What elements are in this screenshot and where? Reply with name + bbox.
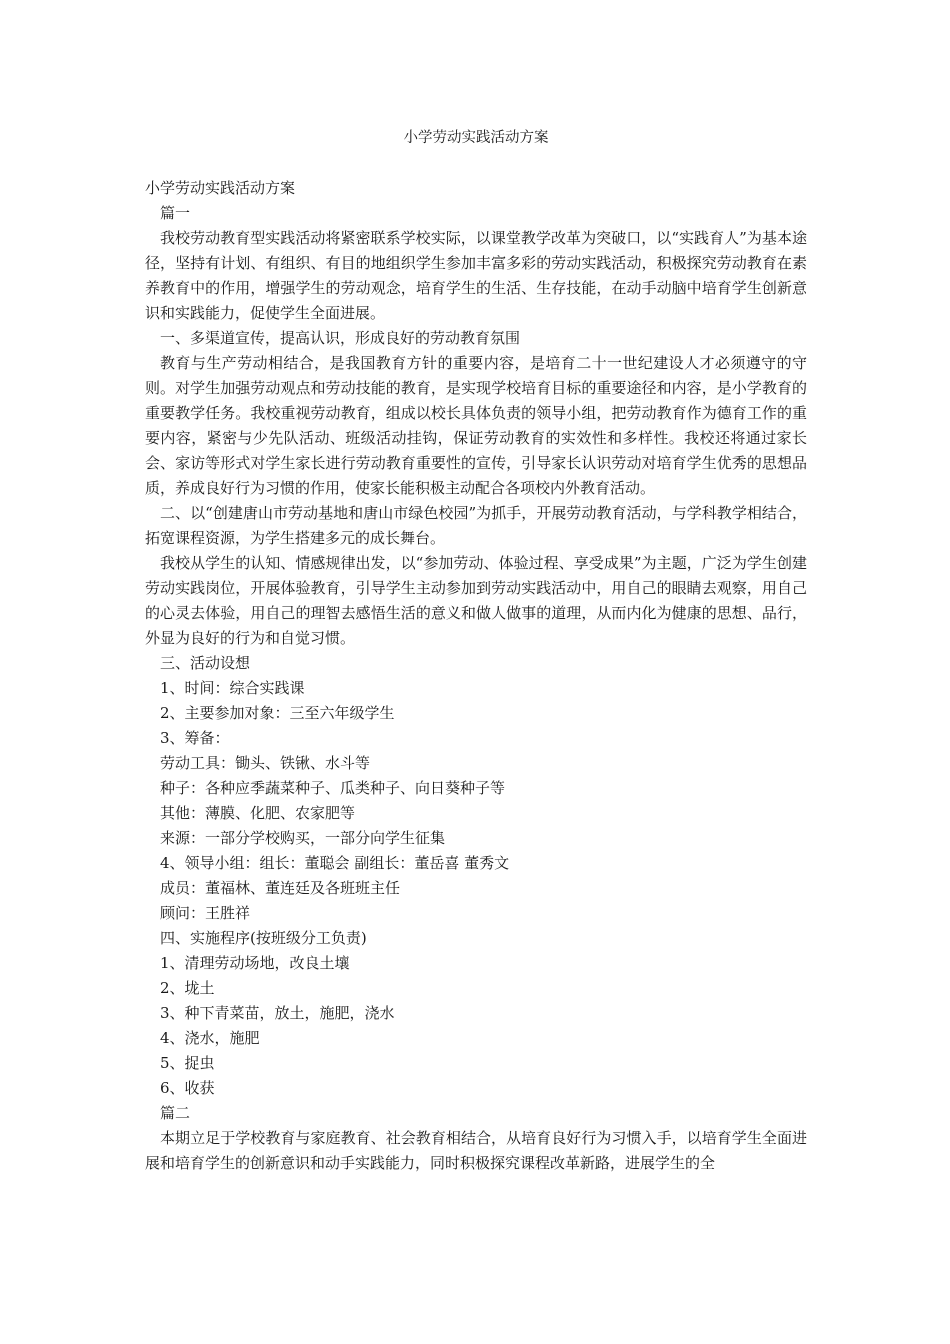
- list-item: 1、时间：综合实践课: [160, 679, 305, 697]
- paragraph: 我校从学生的认知、情感规律出发，以“参加劳动、体验过程、享受成果”为主题，广泛为学生创建劳动实践岗位，开展体验教育，引导学生主动参加到劳动实践活动中，用自己的眼睛去观察，用自己的心灵去体验，用自己的理智去感悟生活的意义和做人做事的道理，从而内化为健康的思想、品行，外显为良好的行为和自觉习惯。: [145, 554, 807, 647]
- list-item: 种子：各种应季蔬菜种子、瓜类种子、向日葵种子等: [160, 779, 506, 797]
- section-heading: 二、以“创建唐山市劳动基地和唐山市绿色校园”为抓手，开展劳动教育活动，与学科教学相结合，拓宽课程资源，为学生搭建多元的成长舞台。: [145, 504, 807, 547]
- paragraph-heading: 小学劳动实践活动方案: [145, 179, 296, 197]
- list-item: 2、垅土: [160, 979, 215, 997]
- section-label-part-one: 篇一: [160, 204, 191, 222]
- section-label-part-two: 篇二: [160, 1104, 191, 1122]
- paragraph: 教育与生产劳动相结合，是我国教育方针的重要内容，是培育二十一世纪建设人才必须遵守的守则。对学生加强劳动观点和劳动技能的教育，是实现学校培育目标的重要途径和内容，是小学教育的重要教学任务。我校重视劳动教育，组成以校长具体负责的领导小组，把劳动教育作为德育工作的重要内容，紧密与少先队活动、班级活动挂钩，保证劳动教育的实效性和多样性。我校还将通过家长会、家访等形式对学生家长进行劳动教育重要性的宣传，引导家长认识劳动对培育学生优秀的思想品质，养成良好行为习惯的作用，使家长能积极主动配合各项校内外教育活动。: [145, 354, 807, 497]
- list-item: 4、领导小组：组长：董聪会 副组长：董岳喜 董秀文: [160, 854, 510, 872]
- list-item: 来源：一部分学校购买，一部分向学生征集: [160, 829, 446, 847]
- list-item: 6、收获: [160, 1079, 215, 1097]
- list-item: 成员：董福林、董连廷及各班班主任: [160, 879, 401, 897]
- paragraph: 我校劳动教育型实践活动将紧密联系学校实际，以课堂教学改革为突破口，以“实践育人”为基本途径，坚持有计划、有组织、有目的地组织学生参加丰富多彩的劳动实践活动，积极探究劳动教育在素养教育中的作用，增强学生的劳动观念，培育学生的生活、生存技能，在动手动脑中培育学生创新意识和实践能力，促使学生全面进展。: [145, 229, 807, 322]
- list-item: 2、主要参加对象：三至六年级学生: [160, 704, 395, 722]
- document-title: 小学劳动实践活动方案: [403, 130, 549, 146]
- list-item: 3、筹备：: [160, 729, 230, 747]
- paragraph: 本期立足于学校教育与家庭教育、社会教育相结合，从培育良好行为习惯入手，以培育学生全面进展和培育学生的创新意识和动手实践能力，同时积极探究课程改革新路，进展学生的全: [145, 1129, 807, 1172]
- section-heading: 一、多渠道宣传，提高认识，形成良好的劳动教育氛围: [160, 329, 521, 347]
- section-heading: 四、实施程序(按班级分工负责): [160, 929, 367, 947]
- list-item: 1、清理劳动场地，改良土壤: [160, 954, 350, 972]
- list-item: 4、浇水，施肥: [160, 1029, 260, 1047]
- list-item: 其他：薄膜、化肥、农家肥等: [160, 804, 356, 822]
- list-item: 3、种下青菜苗，放土，施肥，浇水: [160, 1004, 395, 1022]
- document-body: [145, 176, 807, 1176]
- list-item: 5、捉虫: [160, 1054, 215, 1072]
- list-item: 顾问：王胜祥: [160, 904, 251, 922]
- section-heading: 三、活动设想: [160, 654, 251, 672]
- list-item: 劳动工具：锄头、铁锹、水斗等: [160, 754, 371, 772]
